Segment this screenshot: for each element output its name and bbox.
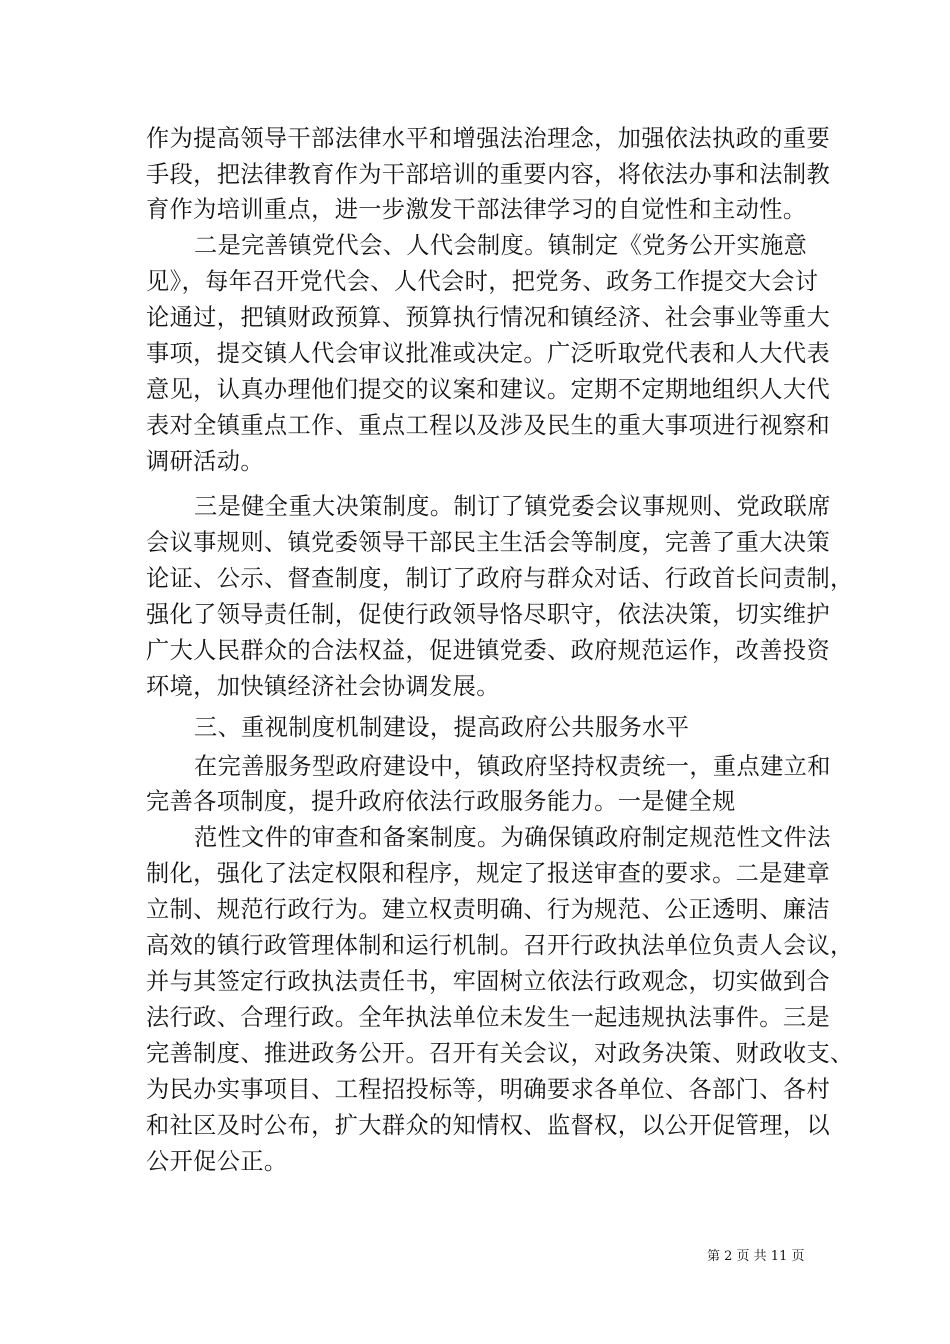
body-text-line: 强化了领导责任制，促使行政领导恪尽职守，依法决策，切实维护 <box>146 601 831 628</box>
body-text-line: 作为提高领导干部法律水平和增强法治理念，加强依法执政的重要 <box>146 125 831 152</box>
body-text-line: 论通过，把镇财政预算、预算执行情况和镇经济、社会事业等重大 <box>146 304 831 331</box>
body-text-line: 法行政、合理行政。全年执法单位未发生一起违规执法事件。三是 <box>146 1004 831 1031</box>
body-text-line: 和社区及时公布，扩大群众的知情权、监督权，以公开促管理，以 <box>146 1112 831 1139</box>
body-text-line: 高效的镇行政管理体制和运行机制。召开行政执法单位负责人会议， <box>146 932 854 959</box>
body-text-line: 在完善服务型政府建设中，镇政府坚持权责统一，重点建立和 <box>194 753 831 780</box>
body-text-line: 见》，每年召开党代会、人代会时，把党务、政务工作提交大会讨 <box>146 268 819 295</box>
body-text-line: 意见，认真办理他们提交的议案和建议。定期不定期地组织人大代 <box>146 376 831 403</box>
body-text-line: 完善制度、推进政务公开。召开有关会议，对政务决策、财政收支、 <box>146 1040 854 1067</box>
body-text-line: 会议事规则、镇党委领导干部民主生活会等制度，完善了重大决策 <box>146 529 831 556</box>
body-text-line: 二是完善镇党代会、人代会制度。镇制定《党务公开实施意 <box>194 232 808 259</box>
body-text-line: 环境，加快镇经济社会协调发展。 <box>146 673 500 700</box>
body-text-line: 公开促公正。 <box>146 1148 288 1175</box>
body-text-line: 育作为培训重点，进一步激发干部法律学习的自觉性和主动性。 <box>146 196 807 223</box>
body-text-line: 为民办实事项目、工程招投标等，明确要求各单位、各部门、各村 <box>146 1076 831 1103</box>
page-number: 第 2 页 共 11 页 <box>707 1249 805 1264</box>
body-text-line: 立制、规范行政行为。建立权责明确、行为规范、公正透明、廉洁 <box>146 896 831 923</box>
body-text-line: 三是健全重大决策制度。制订了镇党委会议事规则、党政联席 <box>194 493 831 520</box>
body-text-line: 事项，提交镇人代会审议批准或决定。广泛听取党代表和人大代表 <box>146 340 831 367</box>
body-text-line: 论证、公示、督查制度，制订了政府与群众对话、行政首长问责制， <box>146 565 854 592</box>
section-heading: 三、重视制度机制建设，提高政府公共服务水平 <box>194 714 690 741</box>
body-text-line: 并与其签定行政执法责任书，牢固树立依法行政观念，切实做到合 <box>146 968 831 995</box>
body-text-line: 调研活动。 <box>146 448 264 475</box>
body-text-line: 完善各项制度，提升政府依法行政服务能力。一是健全规 <box>146 788 736 815</box>
body-text-line: 表对全镇重点工作、重点工程以及涉及民生的重大事项进行视察和 <box>146 412 831 439</box>
body-text-line: 制化，强化了法定权限和程序，规定了报送审查的要求。二是建章 <box>146 860 831 887</box>
body-text-line: 范性文件的审查和备案制度。为确保镇政府制定规范性文件法 <box>194 824 831 851</box>
body-text-line: 手段，把法律教育作为干部培训的重要内容，将依法办事和法制教 <box>146 161 831 188</box>
body-text-line: 广大人民群众的合法权益，促进镇党委、政府规范运作，改善投资 <box>146 637 831 664</box>
